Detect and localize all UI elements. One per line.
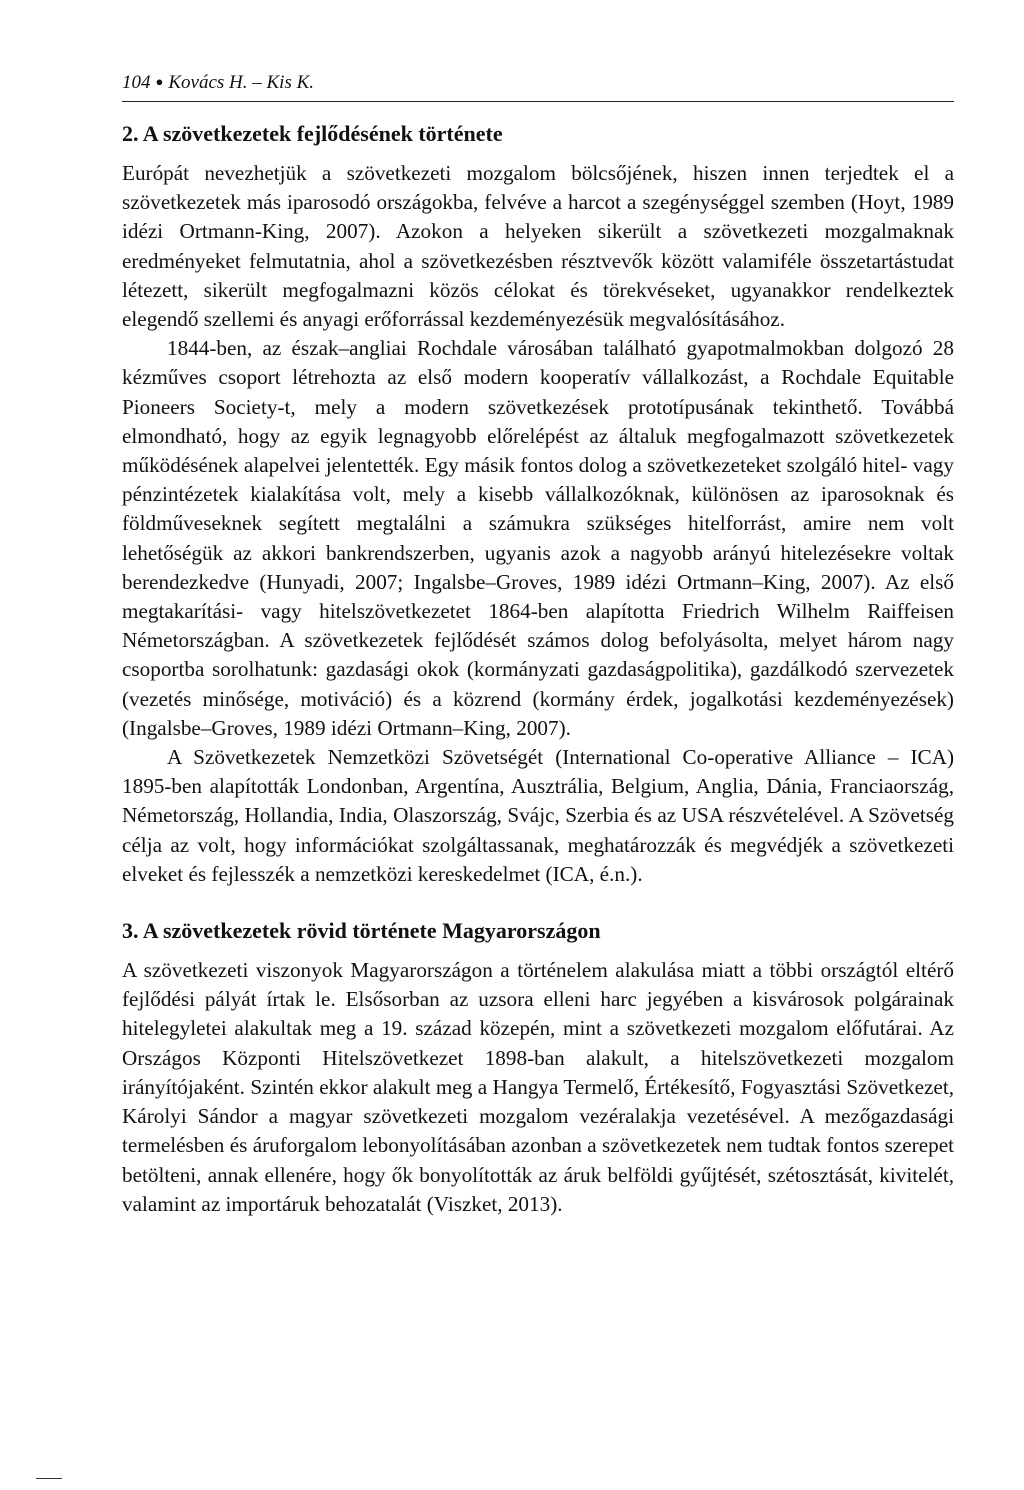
section-2-paragraph-3: A Szövetkezetek Nemzetközi Szövetségét (International Co-operative Alliance – ICA) 1895-ben alapították Londonban, Argentína, Ausztrália, Belgium, Anglia, Dánia, Franciaország, Németország, Hollandia, India, Olaszország, Svájc, Szerbia és az USA részvételével. A Szövetség célja az volt, hogy információkat szolgáltassanak, meghatározzák és megvédjék a szövetkezeti elveket és fejlesszék a nemzetközi kereskedelmet (ICA, é.n.). [122, 745, 954, 886]
section-2-title: 2. A szövetkezetek fejlődésének története [122, 121, 503, 146]
footnote-rule [36, 1478, 62, 1479]
page-number: 104 [122, 72, 151, 93]
section-3-paragraph-1: A szövetkezeti viszonyok Magyarországon a történelem alakulása miatt a többi országtól eltérő fejlődési pályát írtak le. Elsősorban az uzsora elleni harc jegyében a kisvárosok polgárainak hitelegyletei alakultak meg a 19. század közepén, mint a szövetkezeti mozgalom előfutárai. Az Országos Központi Hitelszövetkezet 1898-ban alakult, a hitelszövetkezeti mozgalom irányítójaként. Szintén ekkor alakult meg a Hangya Termelő, Értékesítő, Fogyasztási Szövetkezet, Károlyi Sándor a magyar szövetkezeti mozgalom vezéralakja vezetésével. A mezőgazdasági termelésben és áruforgalom lebonyolításában azonban a szövetkezetek nem tudtak fontos szerepet betölteni, annak ellenére, hogy ők bonyolították az áruk belföldi gyűjtését, szétosztását, kivitelét, valamint az importáruk behozatalát (Viszket, 2013). [122, 958, 954, 1216]
authors: Kovács H. – Kis K. [168, 72, 315, 93]
section-2-paragraph-2: 1844-ben, az észak–angliai Rochdale városában található gyapotmalmokban dolgozó 28 kézműves csoport létrehozta az első modern kooperatív vállalkozást, a Rochdale Equitable Pioneers Society-t, mely a modern szövetkezések prototípusának tekinthető. Továbbá elmondható, hogy az egyik legnagyobb előrelépést az általuk megfogalmazott szövetkezetek működésének alapelvei jelentették. Egy másik fontos dolog a szövetkezeteket szolgáló hitel- vagy pénzintézetek kialakítása volt, mely a kisebb vállalkozóknak, különösen az iparosoknak és földműveseknek segített megtalálni a számukra szükséges hitelforrást, amire nem volt lehetőségük az akkori bankrendszerben, ugyanis azok a nagyobb arányú hitelezésekre voltak berendezkedve (Hunyadi, 2007; Ingalsbe–Groves, 1989 idézi Ortmann–King, 2007). Az első megtakarítási- vagy hitelszövetkezetet 1864-ben alapította Friedrich Wilhelm Raiffeisen Németországban. A szövetkezetek fejlődését számos dolog befolyásolta, melyet három nagy csoportba sorolhatunk: gazdasági okok (kormányzati gazdaságpolitika), gazdálkodó szervezetek (vezetés minősége, motiváció) és a közrend (kormány érdek, jogalkotási kezdeményezések) (Ingalsbe–Groves, 1989 idézi Ortmann–King, 2007). [122, 336, 954, 740]
page [122, 70, 954, 1219]
section-3-title: 3. A szövetkezetek rövid története Magyarországon [122, 918, 601, 944]
running-header [122, 70, 954, 102]
section-2-paragraph-1: Európát nevezhetjük a szövetkezeti mozgalom bölcsőjének, hiszen innen terjedtek el a szövetkezetek más iparosodó országokba, felvéve a harcot a szegénységgel szemben (Hoyt, 1989 idézi Ortmann-King, 2007). Azokon a helyeken sikerült a szövetkezeti mozgalmaknak eredményeket felmutatnia, ahol a szövetkezésben résztvevők között valamiféle összetartástudat létezett, sikerült megfogalmazni közös célokat és törekvéseket, ugyanakkor rendelkeztek elegendő szellemi és anyagi erőforrással kezdeményezésük megvalósításához. [122, 161, 954, 332]
bullet-separator: ● [155, 74, 164, 89]
